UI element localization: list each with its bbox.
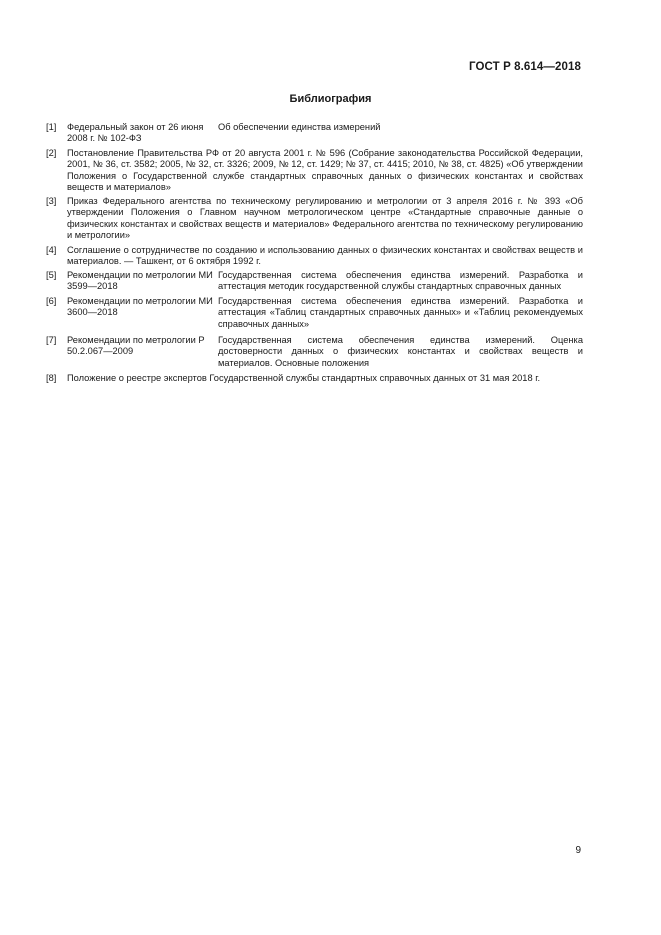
standard-designation: ГОСТ Р 8.614—2018 <box>469 61 581 73</box>
entry-number: [6] <box>46 296 57 306</box>
entry-number: [8] <box>46 373 57 383</box>
bibliography-entry-1 <box>46 122 583 144</box>
entry-source: Федеральный закон от 26 июня 2008 г. № 102-ФЗ <box>67 122 204 144</box>
entry-source: Рекомендации по метрологии МИ 3599—2018 <box>67 270 213 292</box>
bibliography-entry-3 <box>46 196 583 242</box>
entry-text: Положение о реестре экспертов Государственной службы стандартных справочных данных от 31 мая 2018 г. <box>67 373 541 383</box>
entry-title: Об обеспечении единства измерений <box>218 122 381 132</box>
entry-number: [5] <box>46 270 57 280</box>
entry-text: Соглашение о сотрудничестве по созданию и использованию данных о физических константах и свойствах веществ и материалов. — Ташкент, от 6 октября 1992 г. <box>67 245 583 267</box>
bibliography-entry-4 <box>46 245 583 268</box>
entry-number: [4] <box>46 245 57 255</box>
bibliography-entry-8 <box>46 373 583 384</box>
entry-text: Постановление Правительства РФ от 20 августа 2001 г. № 596 (Собрание законодательства Российской Федерации, 2001, № 36, ст. 3582; 2005, № 32, ст. 3326; 2009, № 12, ст. 1429; № 37, ст. 4415; 2010, № 38, ст. 4825) «Об утверждении Положения о Государственной службе стандартных справочных данных о физических константах и свойствах веществ и материалов» <box>67 148 583 193</box>
entry-number: [7] <box>46 335 57 345</box>
entry-text: Приказ Федерального агентства по техническому регулированию и метрологии от 3 апреля 2016 г. № 393 «Об утверждении Положения о Главном научном метрологическом центре «Стандартные справочные данные о физических константах и свойствах веществ и материалов» Федерального агентства по техническому регулированию и метрологии» <box>67 196 583 241</box>
entry-number: [1] <box>46 122 57 132</box>
bibliography-entry-7 <box>46 335 583 369</box>
page-number: 9 <box>575 845 581 856</box>
entry-source: Рекомендации по метрологии Р 50.2.067—2009 <box>67 335 205 357</box>
entry-title: Государственная система обеспечения единства измерений. Разработка и аттестация «Таблиц стандартных справочных данных» и «Таблиц рекомендуемых справочных данных» <box>218 296 583 329</box>
page-title: Библиография <box>289 93 372 105</box>
entry-source: Рекомендации по метрологии МИ 3600—2018 <box>67 296 213 318</box>
entry-title: Государственная система обеспечения единства измерений. Оценка достоверности данных о физических константах и свойствах веществ и материалов. Основные положения <box>218 335 583 368</box>
bibliography-entry-5 <box>46 270 583 293</box>
entry-title: Государственная система обеспечения единства измерений. Разработка и аттестация методик государственной службы стандартных справочных данных <box>218 270 583 292</box>
entry-number: [3] <box>46 196 57 206</box>
bibliography-entry-2 <box>46 148 583 194</box>
bibliography-entry-6 <box>46 296 583 330</box>
entry-number: [2] <box>46 148 57 158</box>
